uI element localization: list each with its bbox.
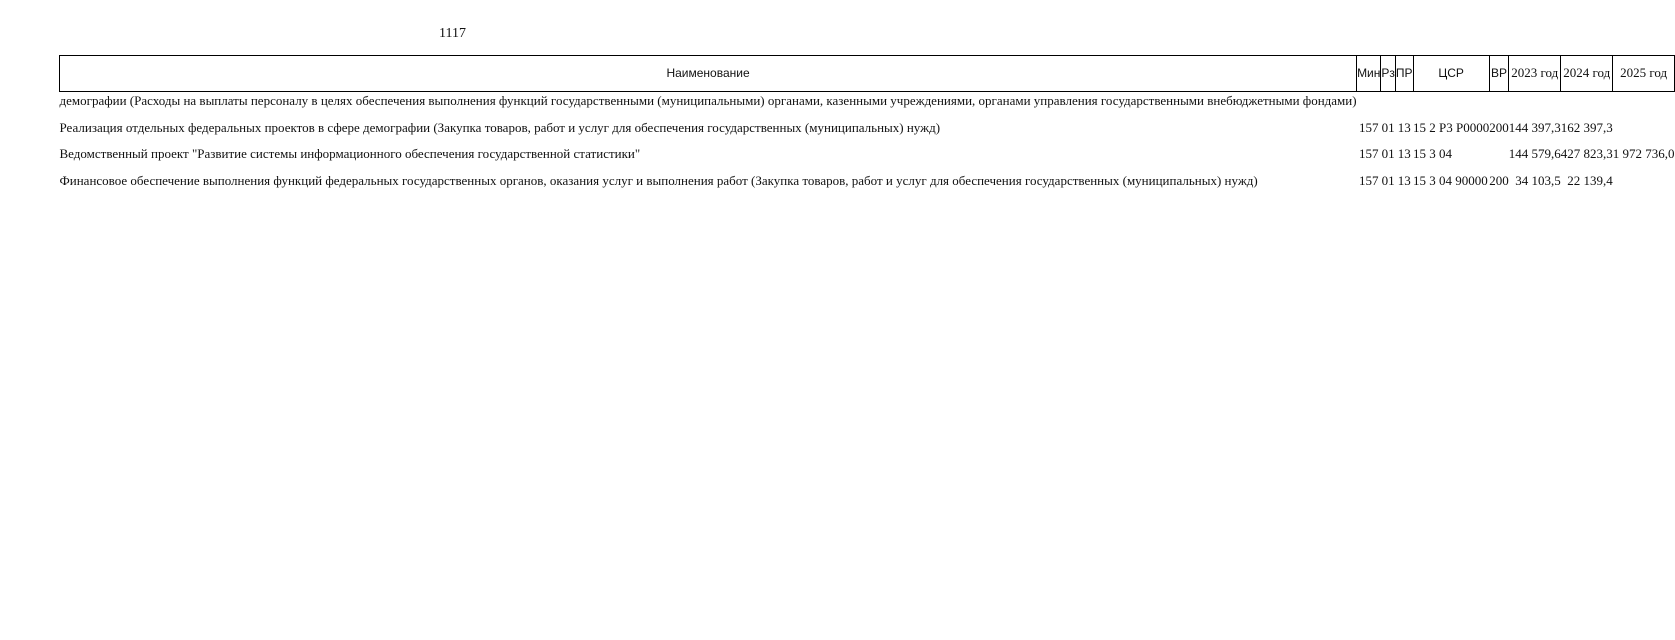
row-min	[1357, 92, 1381, 110]
row-2025	[1613, 173, 1675, 190]
header-vr: ВР	[1489, 56, 1509, 92]
row-name: Реализация отдельных федеральных проектов в сфере демографии (Закупка товаров, работ и услуг для обеспечения государственных (муниципальных) нужд)	[59, 119, 941, 135]
header-2023: 2023 год	[1509, 56, 1561, 92]
table-row	[60, 120, 1675, 137]
row-min: 157	[1358, 172, 1379, 188]
header-csr: ЦСР	[1413, 56, 1489, 92]
header-2024: 2024 год	[1561, 56, 1613, 92]
header-min: Мин	[1357, 56, 1381, 92]
row-2025: 1 972 736,0	[1612, 146, 1675, 161]
row-vr: 200	[1489, 119, 1509, 135]
budget-table	[59, 55, 1675, 189]
row-rz: 01	[1381, 146, 1395, 161]
row-name: Ведомственный проект "Развитие системы информационного обеспечения государственной статистики"	[59, 146, 641, 161]
row-vr	[1489, 92, 1509, 110]
row-2023	[1509, 92, 1561, 110]
row-name: демографии (Расходы на выплаты персоналу в целях обеспечения выполнения функций государственными (муниципальными) органами, казенными учреждениями, органами управления государственными внебюджетными фондами)	[59, 93, 1357, 108]
row-csr: 15 3 04 90000	[1413, 172, 1488, 188]
row-csr	[1413, 92, 1489, 110]
table-row	[60, 173, 1675, 190]
table-header-row	[60, 56, 1675, 92]
row-2023: 144 397,3	[1508, 119, 1561, 135]
row-2024: 22 139,4	[1567, 172, 1613, 188]
row-2024: 427 823,3	[1560, 146, 1613, 161]
row-pr: 13	[1397, 146, 1411, 161]
row-csr: 15 2 Р3 Р0000	[1413, 119, 1490, 135]
row-2024	[1561, 92, 1613, 110]
header-name: Наименование	[60, 56, 1357, 92]
header-2025: 2025 год	[1613, 56, 1675, 92]
row-min: 157	[1358, 146, 1379, 161]
row-2023: 144 579,6	[1508, 146, 1561, 161]
row-pr: 13	[1397, 119, 1411, 135]
row-pr	[1395, 92, 1413, 110]
row-vr	[1489, 146, 1509, 163]
row-2025	[1613, 120, 1675, 137]
header-pr: ПР	[1395, 56, 1413, 92]
page-number: 1117	[439, 26, 466, 41]
table-row	[60, 146, 1675, 163]
row-rz	[1381, 92, 1396, 110]
row-2025	[1613, 92, 1675, 110]
header-rz: Рз	[1381, 56, 1396, 92]
row-2023: 34 103,5	[1515, 172, 1561, 188]
row-name: Финансовое обеспечение выполнения функций федеральных государственных органов, оказания услуг и выполнения работ (Закупка товаров, работ и услуг для обеспечения государственных (муниципальных) нужд)	[59, 172, 1258, 188]
row-vr: 200	[1489, 172, 1509, 188]
row-rz: 01	[1381, 119, 1395, 135]
row-pr: 13	[1397, 172, 1411, 188]
row-min: 157	[1358, 119, 1379, 135]
row-csr: 15 3 04	[1413, 146, 1453, 161]
row-rz: 01	[1381, 172, 1395, 188]
table-row	[60, 92, 1675, 110]
row-2024: 162 397,3	[1560, 119, 1613, 135]
